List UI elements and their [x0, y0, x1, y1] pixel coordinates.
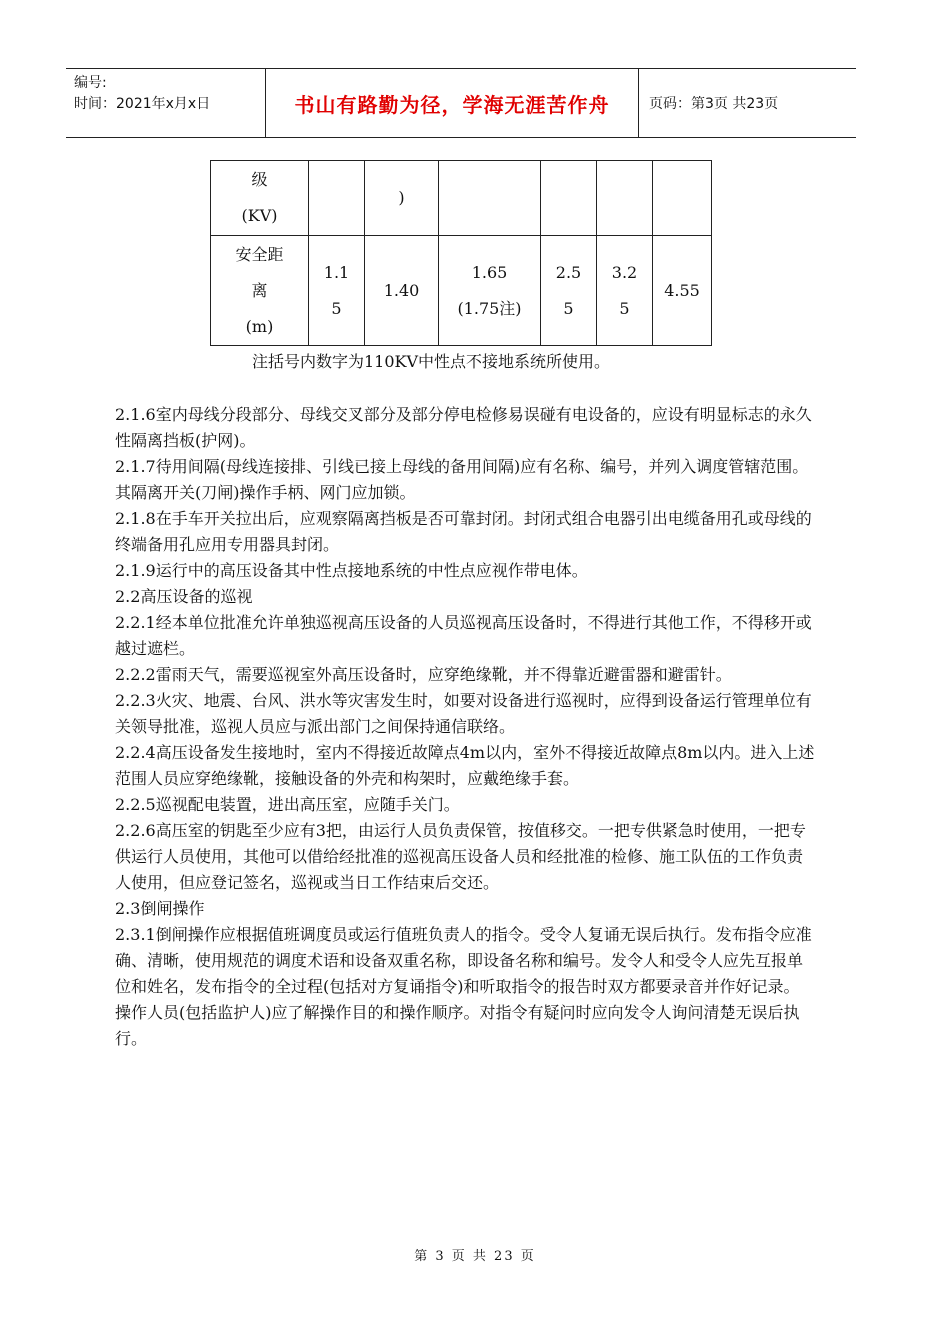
time-label: 时间：2021年x月x日 [74, 96, 211, 112]
table-cell: 1.1 5 [309, 236, 365, 346]
header-motto: 书山有路勤为径，学海无涯苦作舟 [266, 69, 639, 137]
table-cell: 安全距 离 (m) [211, 236, 309, 346]
section-heading: 2.3倒闸操作 [115, 899, 205, 918]
paragraph: 2.3.1倒闸操作应根据值班调度员或运行值班负责人的指令。受令人复诵无误后执行。发布指令应准确、清晰，使用规范的调度术语和设备双重名称，即设备名称和编号。发令人和受令人应先互报单位和姓名，发布指令的全过程(包括对方复诵指令)和听取指令的报告时双方都要录音并作好记录。操作人员(包括监护人)应了解操作目的和操作顺序。对指令有疑问时应向发令人询问清楚无误后执行。 [115, 925, 812, 1048]
table-row [211, 161, 712, 236]
table-cell: ) [365, 161, 439, 236]
paragraph: 2.2.5巡视配电装置，进出高压室，应随手关门。 [115, 795, 460, 814]
code-label: 编号: [74, 75, 107, 91]
header-meta [66, 69, 266, 137]
paragraph: 2.2.1经本单位批准允许单独巡视高压设备的人员巡视高压设备时，不得进行其他工作，不得移开或越过遮栏。 [115, 613, 812, 658]
table-cell [597, 161, 653, 236]
section-heading: 2.2高压设备的巡视 [115, 587, 253, 606]
table-note: 注括号内数字为110KV中性点不接地系统所使用。 [252, 352, 611, 371]
table-cell: 3.2 5 [597, 236, 653, 346]
table-cell: 级 (KV) [211, 161, 309, 236]
safety-distance-table [210, 160, 712, 346]
paragraph: 2.2.3火灾、地震、台风、洪水等灾害发生时，如要对设备进行巡视时，应得到设备运行管理单位有关领导批准，巡视人员应与派出部门之间保持通信联络。 [115, 691, 812, 736]
paragraph: 2.1.9运行中的高压设备其中性点接地系统的中性点应视作带电体。 [115, 561, 588, 580]
page-header [66, 68, 856, 138]
table-cell: 1.40 [365, 236, 439, 346]
table-cell: 1.65 (1.75注) [439, 236, 541, 346]
paragraph: 2.1.8在手车开关拉出后，应观察隔离挡板是否可靠封闭。封闭式组合电器引出电缆备用孔或母线的终端备用孔应用专用器具封闭。 [115, 509, 812, 554]
table-cell [653, 161, 712, 236]
paragraph: 2.2.2雷雨天气，需要巡视室外高压设备时，应穿绝缘靴，并不得靠近避雷器和避雷针。 [115, 665, 732, 684]
paragraph: 2.2.4高压设备发生接地时，室内不得接近故障点4m以内，室外不得接近故障点8m以内。进入上述范围人员应穿绝缘靴，接触设备的外壳和构架时，应戴绝缘手套。 [115, 743, 815, 788]
table-cell: 4.55 [653, 236, 712, 346]
header-page-label: 页码：第3页 共23页 [649, 96, 779, 112]
paragraph: 2.2.6高压室的钥匙至少应有3把，由运行人员负责保管，按值移交。一把专供紧急时使用，一把专供运行人员使用，其他可以借给经批准的巡视高压设备人员和经批准的检修、施工队伍的工作负责人使用，但应登记签名，巡视或当日工作结束后交还。 [115, 821, 806, 892]
table-cell [439, 161, 541, 236]
table-cell [541, 161, 597, 236]
table-row [211, 236, 712, 346]
table-cell [309, 161, 365, 236]
page-footer: 第 3 页 共 23 页 [414, 1249, 536, 1264]
paragraph: 2.1.6室内母线分段部分、母线交叉部分及部分停电检修易误碰有电设备的，应设有明显标志的永久性隔离挡板(护网)。 [115, 405, 812, 450]
table-cell: 2.5 5 [541, 236, 597, 346]
paragraph: 2.1.7待用间隔(母线连接排、引线已接上母线的备用间隔)应有名称、编号，并列入调度管辖范围。其隔离开关(刀闸)操作手柄、网门应加锁。 [115, 457, 809, 502]
document-body [115, 402, 815, 1052]
